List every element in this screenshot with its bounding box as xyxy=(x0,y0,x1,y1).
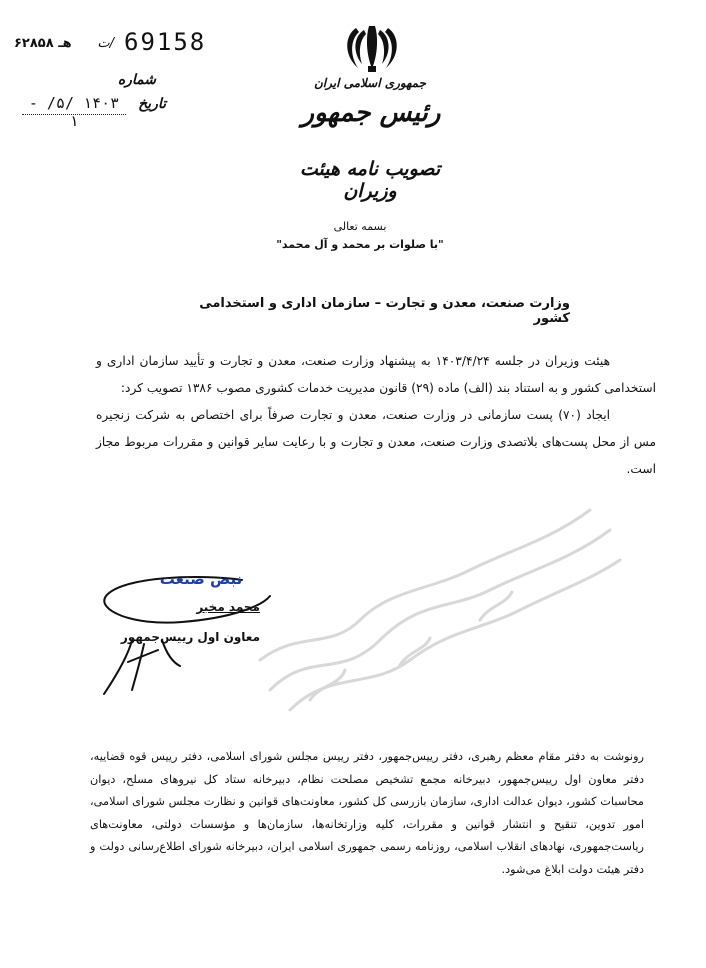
letter-number-stamp: 69158 xyxy=(124,28,207,56)
invocation-line-1: بسمه تعالی xyxy=(333,220,387,233)
reference-code: ۶۲۸۵۸ هـ xyxy=(14,36,72,51)
signatory-name: محمد مخبر xyxy=(196,600,260,614)
decree-title: تصویب نامه هیئت وزیران xyxy=(299,158,441,202)
number-label: شماره xyxy=(117,72,156,88)
republic-heading: جمهوری اسلامی ایران xyxy=(313,76,427,90)
reference-code-label: /ت xyxy=(97,36,114,51)
date-label: تاریخ xyxy=(138,96,166,112)
distribution-list: رونوشت به دفتر مقام معظم رهبری، دفتر رییس‌جمهور، دفتر رییس مجلس شورای اسلامی، دفتر رییس قوه قضاییه، دفتر معاون اول رییس‌جمهور، دبیرخانه مجمع تشخیص مصلحت نظام، دبیرخانه ستاد کل نیروهای مسلح، دیوان محاسبات کشور، دیوان عدالت اداری، سازمان بازرسی کل کشور، معاونت‌های قوانین و نظارت مجلس شورای اسلامی، امور تدوین، تنقیح و انتشار قوانین و مقررات، کلیه وزارتخانه‌ها، سازمان‌ها و مؤسسات دولتی، معاونت‌های ریاست‌جمهوری، نهادهای انقلاب اسلامی، روزنامه رسمی جمهوری اسلامی ایران، دبیرخانه شورای اطلاع‌رسانی دولت و دفتر هیئت دولت ابلاغ می‌شود. xyxy=(90,750,644,876)
invocation-line-2: "با صلوات بر محمد و آل محمد" xyxy=(276,238,444,251)
decree-body xyxy=(96,348,656,483)
body-paragraph-1: هیئت وزیران در جلسه ۱۴۰۳/۴/۲۴ به پیشنهاد وزارت صنعت، معدن و تجارت و تأیید سازمان اداری و استخدامی کشور و به استناد بند (الف) ماده (۲۹) قانون مدیریت خدمات کشوری مصوب ۱۳۸۶ تصویب کرد: xyxy=(96,354,656,395)
date-value: ۱۴۰۳ /۵/ - ۱ xyxy=(28,94,120,130)
iran-emblem-icon xyxy=(342,22,402,74)
signatory-title: معاون اول رییس‌جمهور xyxy=(120,630,260,644)
signature-stamp-name: نبض صنعت xyxy=(159,570,243,588)
president-heading: رئیس جمهور xyxy=(301,98,441,128)
body-paragraph-2: ایجاد (۷۰) پست سازمانی در وزارت صنعت، معدن و تجارت صرفاً برای اختصاص به شرکت زنجیره مس از محل پست‌های بلاتصدی وزارت صنعت، معدن و تجارت و با رعایت سایر قوانین و مقررات مربوط مجاز است. xyxy=(96,408,656,476)
date-underline xyxy=(22,114,126,115)
date-row xyxy=(22,94,166,130)
watermark-icon xyxy=(250,500,630,720)
subject-line: وزارت صنعت، معدن و تجارت – سازمان اداری و استخدامی کشور xyxy=(199,296,570,326)
